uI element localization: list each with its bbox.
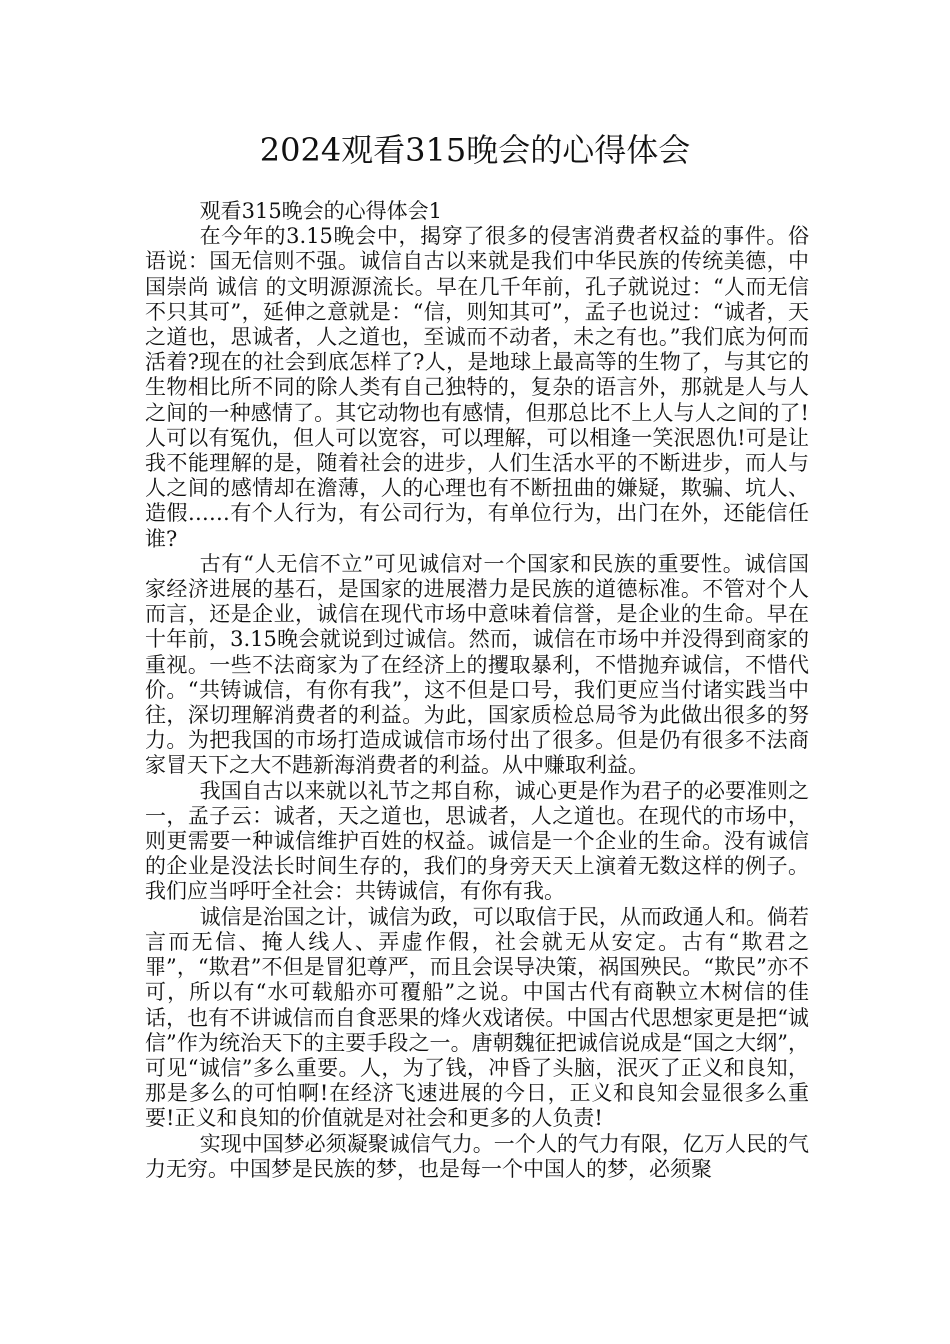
document-body — [145, 199, 809, 1182]
section-heading: 观看315晚会的心得体会1 — [199, 199, 443, 223]
document-title: 2024观看315晚会的心得体会 — [259, 131, 691, 169]
paragraph-2: 古有“人无信不立”可见诚信对一个国家和民族的重要性。诚信国家经济进展的基石，是国家的进展潜力是民族的道德标准。不管对个人而言，还是企业，诚信在现代市场中意味着信誉，是企业的生命。早在十年前，3.15晚会就说到过诚信。然而，诚信在市场中并没得到商家的重视。一些不法商家为了在经济上的攫取暴利，不惜抛弃诚信，不惜代价。“共铸诚信，有你有我”，这不但是口号，我们更应当付诸实践当中往，深切理解消费者的利益。为此，国家质检总局爷为此做出很多的努力。为把我国的市场打造成诚信市场付出了很多。但是仍有很多不法商家冒天下之大不韪新海消费者的利益。从中赚取利益。 — [145, 551, 809, 778]
paragraph-3: 我国自古以来就以礼节之邦自称，诚心更是作为君子的必要准则之一，孟子云：诚者，天之道也，思诚者，人之道也。在现代的市场中，则更需要一种诚信维护百姓的权益。诚信是一个企业的生命。没有诚信的企业是没法长时间生存的，我们的身旁天天上演着无数这样的例子。我们应当呼吁全社会：共铸诚信，有你有我。 — [145, 778, 809, 904]
paragraph-1: 在今年的3.15晚会中，揭穿了很多的侵害消费者权益的事件。俗语说：国无信则不强。诚信自古以来就是我们中华民族的传统美德，中国崇尚 诚信 的文明源源流长。早在几千年前，孔子就说过：“人而无信不只其可”，延伸之意就是：“信，则知其可”，孟子也说过：“诚者，天之道也，思诚者，人之道也，至诚而不动者，未之有也。”我们底为何而活着?现在的社会到底怎样了?人，是地球上最高等的生物了，与其它的生物相比所不同的除人类有自己独特的，复杂的语言外，那就是人与人之间的一种感情了。其它动物也有感情，但那总比不上人与人之间的了!人可以有冤仇，但人可以宽容，可以理解，可以相逢一笑泯恩仇!可是让我不能理解的是，随着社会的进步，人们生活水平的不断进步，而人与人之间的感情却在澹薄，人的心理也有不断扭曲的嫌疑，欺骗、坑人、造假……有个人行为，有公司行为，有单位行为，出门在外，还能信任谁? — [145, 224, 809, 551]
paragraph-4: 诚信是治国之计，诚信为政，可以取信于民，从而政通人和。倘若言而无信、掩人线人、弄虚作假，社会就无从安定。古有“欺君之罪”，“欺君”不但是冒犯尊严，而且会误导决策，祸国殃民。“欺民”亦不可，所以有“水可载船亦可覆船”之说。中国古代有商鞅立木树信的佳话，也有不讲诚信而自食恶果的烽火戏诸侯。中国古代思想家更是把“诚信”作为统治天下的主要手段之一。唐朝魏征把诚信说成是“国之大纲”，可见“诚信”多么重要。人，为了钱，冲昏了头脑，泯灭了正义和良知，那是多么的可怕啊!在经济飞速进展的今日，正义和良知会显很多么重要!正义和良知的价值就是对社会和更多的人负责! — [145, 904, 809, 1131]
paragraph-5: 实现中国梦必须凝聚诚信气力。一个人的气力有限，亿万人民的气力无穷。中国梦是民族的梦，也是每一个中国人的梦，必须聚 — [145, 1131, 809, 1181]
